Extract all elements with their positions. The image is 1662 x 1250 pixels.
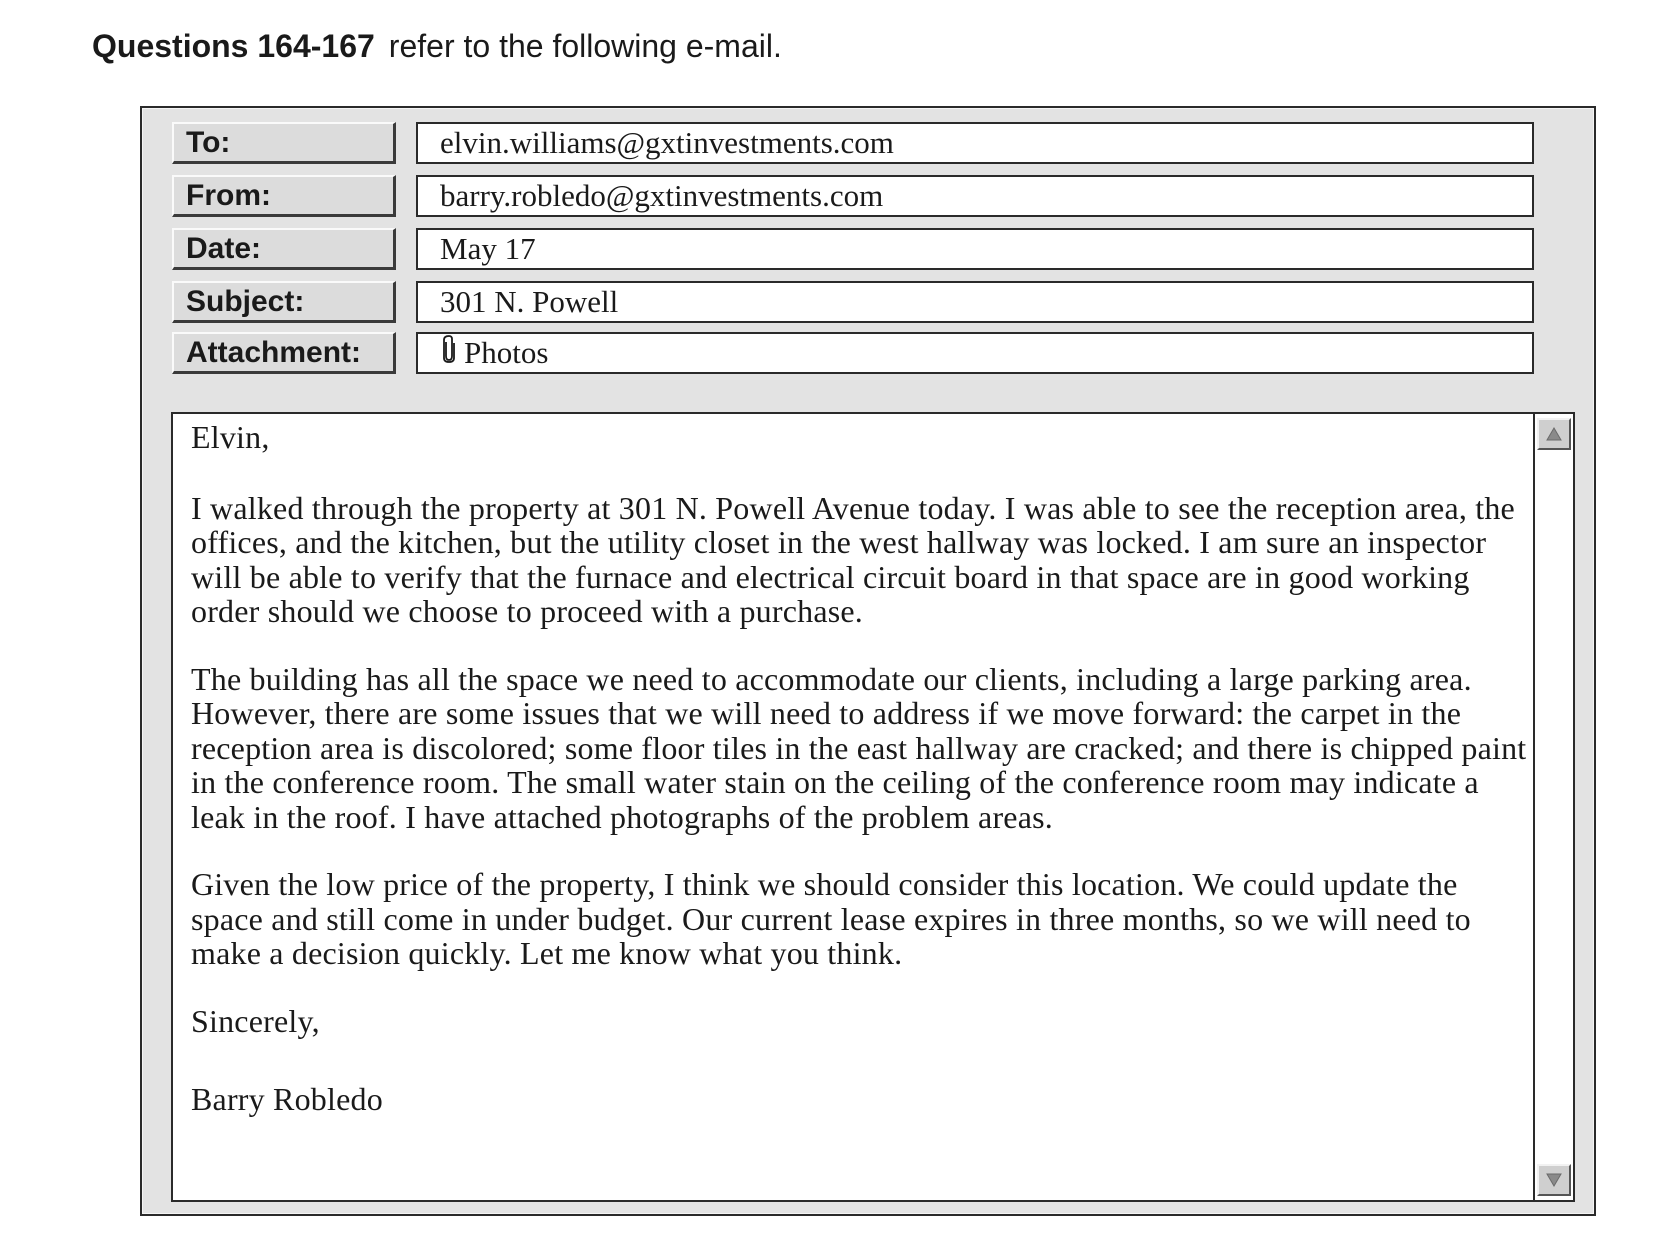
closing: Sincerely,	[191, 1002, 320, 1039]
attachment-label: Attachment:	[172, 332, 396, 374]
question-numbers: Questions 164-167	[92, 28, 375, 64]
question-instruction	[92, 28, 782, 65]
header-row-attachment	[172, 332, 1572, 378]
from-label: From:	[172, 175, 396, 217]
header-row-date	[172, 228, 1572, 274]
paragraph-3: Given the low price of the property, I think we should consider this location. We could update the space and still come in under budget. Our current lease expires in three months, so we will need to make a decision quickly. Let me know what you think.	[191, 866, 1471, 971]
attachment-field[interactable]	[416, 332, 1534, 374]
signature: Barry Robledo	[191, 1081, 383, 1117]
instruction-text: refer to the following e-mail.	[388, 28, 782, 64]
header-row-from	[172, 175, 1572, 221]
date-label: Date:	[172, 228, 396, 270]
subject-label: Subject:	[172, 281, 396, 323]
paragraph-2: The building has all the space we need to accommodate our clients, including a large parking area. However, there are some issues that we will need to address if we move forward: the carpet in the reception area is discolored; some floor tiles in the east hallway are cracked; and there is chipped paint in the conference room. The small water stain on the ceiling of the conference room may indicate a leak in the roof. I have attached photographs of the problem areas.	[191, 660, 1527, 835]
header-row-to	[172, 122, 1572, 168]
subject-field[interactable]: 301 N. Powell	[416, 281, 1534, 323]
email-body	[171, 412, 1575, 1202]
header-row-subject	[172, 281, 1572, 327]
scroll-down-arrow-icon[interactable]	[1537, 1164, 1571, 1196]
email-body-text	[191, 420, 1531, 1150]
paperclip-icon	[440, 334, 458, 373]
greeting: Elvin,	[191, 419, 270, 455]
date-field[interactable]: May 17	[416, 228, 1534, 270]
email-window	[140, 106, 1596, 1216]
to-label: To:	[172, 122, 396, 164]
from-field[interactable]: barry.robledo@gxtinvestments.com	[416, 175, 1534, 217]
scroll-up-arrow-icon[interactable]	[1537, 418, 1571, 450]
paragraph-1: I walked through the property at 301 N. Powell Avenue today. I was able to see the reception area, the offices, and the kitchen, but the utility closet in the west hallway was locked. I am sure an inspector will be able to verify that the furnace and electrical circuit board in that space are in good working order should we choose to proceed with a purchase.	[191, 489, 1515, 629]
to-field[interactable]: elvin.williams@gxtinvestments.com	[416, 122, 1534, 164]
attachment-name[interactable]: Photos	[464, 335, 549, 370]
vertical-scrollbar[interactable]	[1533, 414, 1573, 1200]
